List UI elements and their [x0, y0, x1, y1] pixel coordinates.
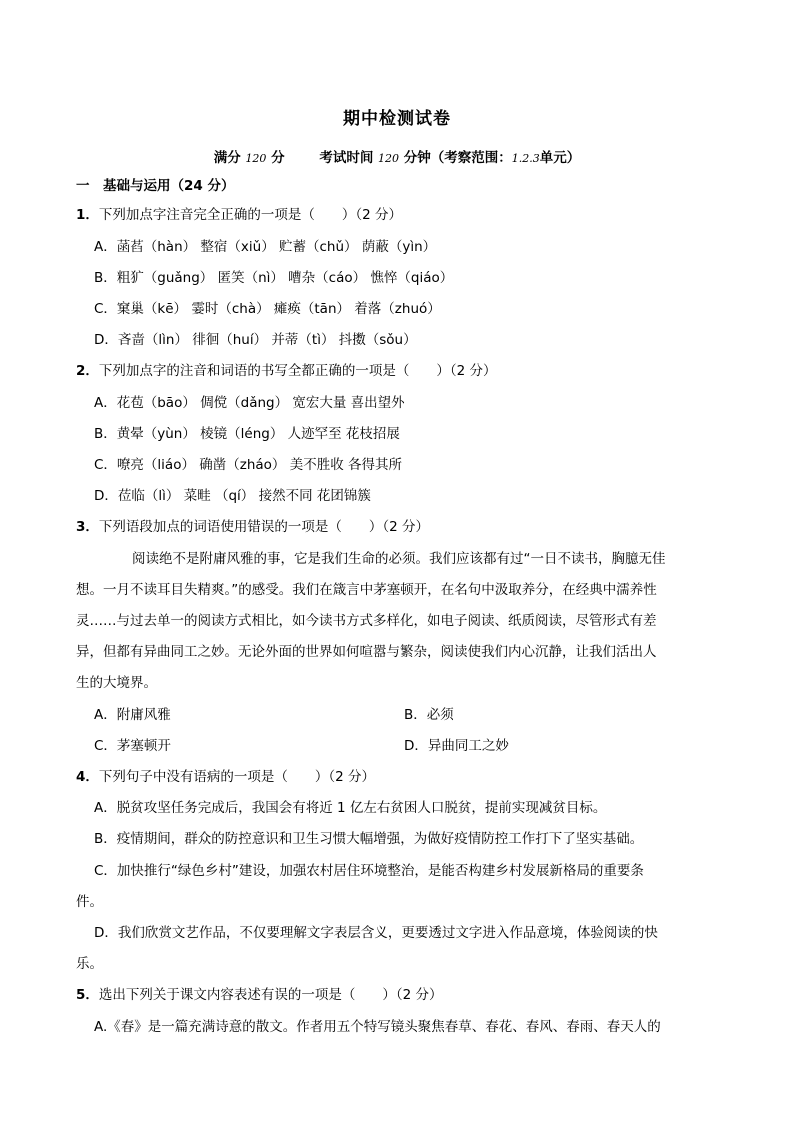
passage-line: 生的大境界。 [76, 675, 157, 691]
question-3 [76, 518, 429, 536]
question-text: 下列句子中没有语病的一项是（ ）（2 分） [98, 769, 376, 785]
time-label: 考试时间 [319, 150, 374, 166]
q2-option-c: C．嘹亮（liáo） 确凿（zháo） 美不胜收 各得其所 [94, 457, 403, 473]
q2-option-b: B．黄晕（yùn） 棱镜（léng） 人迹罕至 花枝招展 [94, 426, 400, 442]
passage-line: 异，但都有异曲同工之妙。无论外面的世界如何喧嚣与繁杂，阅读使我们内心沉静，让我们活出人 [76, 644, 657, 660]
q3-option-b: B．必须 [404, 707, 454, 723]
question-4 [76, 768, 375, 786]
section-heading: 一 基础与运用（24 分） [76, 178, 235, 194]
question-text: 选出下列关于课文内容表述有误的一项是（ ）（2 分） [98, 987, 443, 1003]
passage-line: 想。一月不读耳目失精爽。”的感受。我们在箴言中茅塞顿开，在名句中汲取养分，在经典中濡养性 [76, 582, 657, 598]
q4-option-c: C．加快推行“绿色乡村”建设，加强农村居住环境整治，是能否构建乡村发展新格局的重要条 [94, 863, 644, 879]
question-number: 3． [76, 519, 99, 535]
q1-option-a: A．菡萏（hàn） 整宿（xiǔ） 贮蓄（chǔ） 荫蔽（yìn） [94, 239, 437, 255]
question-number: 4． [76, 769, 99, 785]
q2-option-a: A．花苞（bāo） 倜傥（dǎng） 宽宏大量 喜出望外 [94, 395, 405, 411]
q4-option-d-cont: 乐。 [76, 956, 103, 972]
q1-option-b: B．粗犷（guǎng） 匿笑（nì） 嘈杂（cáo） 憔悴（qiáo） [94, 270, 454, 286]
q1-option-c: C．窠巢（kē） 霎时（chà） 瘫痪（tān） 着落（zhuó） [94, 301, 441, 317]
question-number: 1． [76, 207, 99, 223]
q3-option-a: A．附庸风雅 [94, 707, 171, 723]
exam-subtitle [0, 146, 794, 166]
question-1 [76, 206, 402, 224]
q2-option-d: D．莅临（lì） 菜畦 （qí） 接然不同 花团锦簇 [94, 488, 371, 504]
question-text: 下列加点字的注音和词语的书写全都正确的一项是（ ）（2 分） [98, 363, 497, 379]
question-2 [76, 362, 497, 380]
question-5 [76, 986, 443, 1004]
q4-option-c-cont: 件。 [76, 894, 103, 910]
question-number: 5． [76, 987, 99, 1003]
exam-title: 期中检测试卷 [343, 109, 451, 129]
passage-line: 阅读绝不是附庸风雅的事，它是我们生命的必须。我们应该都有过“一日不读书，胸臆无佳 [132, 551, 666, 567]
q1-option-d: D．吝啬（lìn） 徘徊（huí） 并蒂（tì） 抖擞（sǒu） [94, 332, 417, 348]
question-text: 下列加点字注音完全正确的一项是（ ）（2 分） [98, 207, 403, 223]
q3-option-c: C．茅塞顿开 [94, 738, 171, 754]
q5-option-a: A.《春》是一篇充满诗意的散文。作者用五个特写镜头聚焦春草、春花、春风、春雨、春天人的 [94, 1019, 661, 1035]
question-number: 2． [76, 363, 99, 379]
question-text: 下列语段加点的词语使用错误的一项是（ ）（2 分） [98, 519, 430, 535]
scope-unit: 单元） [539, 150, 581, 166]
q4-option-b: B．疫情期间，群众的防控意识和卫生习惯大幅增强，为做好疫情防控工作打下了坚实基础。 [94, 831, 644, 847]
passage-line: 灵……与过去单一的阅读方式相比，如今读书方式多样化，如电子阅读、纸质阅读，尽管形式有差 [76, 613, 657, 629]
q4-option-a: A．脱贫攻坚任务完成后，我国会有将近 1 亿左右贫困人口脱贫，提前实现减贫目标。 [94, 800, 607, 816]
q3-option-d: D．异曲同工之妙 [404, 738, 509, 754]
q4-option-d: D．我们欣赏文艺作品，不仅要理解文字表层含义，更要透过文字进入作品意境，体验阅读的快 [94, 925, 658, 941]
scope-value: 1.2.3 [511, 152, 540, 165]
time-value: 120 [378, 152, 400, 165]
score-value: 120 [245, 152, 267, 165]
score-unit: 分 [271, 150, 285, 166]
score-label: 满分 [213, 150, 241, 166]
time-unit: 分钟（考察范围： [403, 150, 512, 166]
